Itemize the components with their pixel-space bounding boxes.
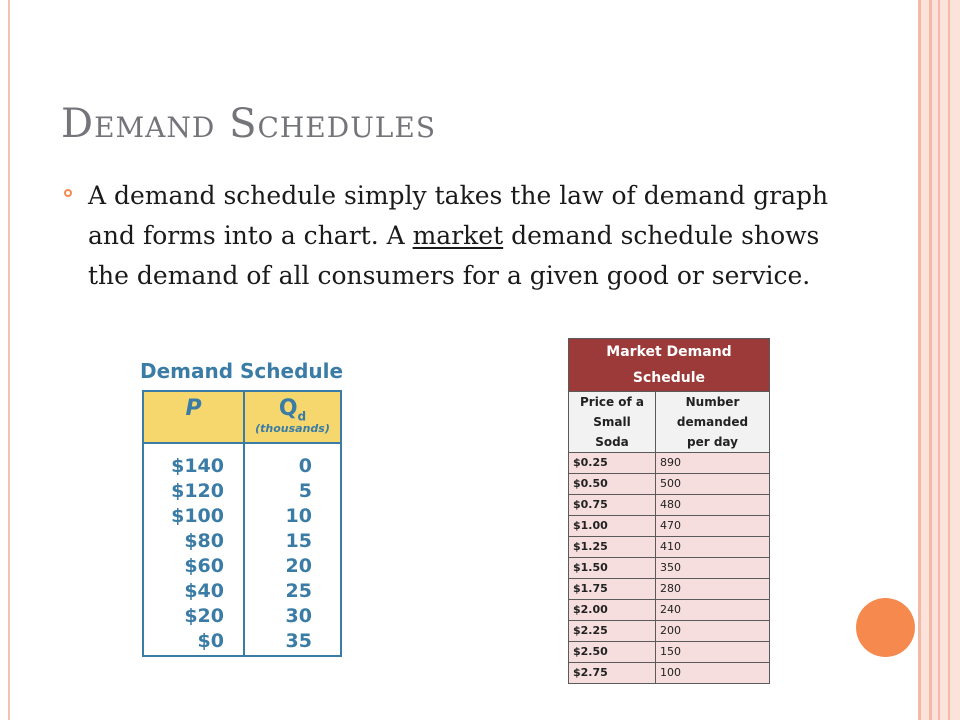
underlined-word: market <box>412 221 504 250</box>
decorative-stripe <box>938 0 940 720</box>
demand-schedule-table <box>142 390 342 657</box>
table-row <box>569 474 770 495</box>
quantity-cell: 35 <box>285 630 312 652</box>
table-row <box>569 558 770 579</box>
column-header-price-of-soda <box>569 392 656 453</box>
market-demand-table <box>568 338 770 684</box>
number-cell: 200 <box>656 621 770 642</box>
decorative-stripe <box>918 0 921 720</box>
price-cell: $0.25 <box>569 453 656 474</box>
number-cell: 240 <box>656 600 770 621</box>
number-cell: 350 <box>656 558 770 579</box>
price-cell: $140 <box>171 455 224 477</box>
number-cell: 500 <box>656 474 770 495</box>
slide-title: Demand Schedules <box>61 101 437 147</box>
header-line: per day <box>687 435 738 449</box>
number-cell: 890 <box>656 453 770 474</box>
decorative-orange-circle <box>856 598 915 657</box>
quantity-cell: 0 <box>298 455 312 477</box>
column-header-price: P <box>185 396 202 421</box>
quantity-cell: 10 <box>285 505 312 527</box>
number-cell: 470 <box>656 516 770 537</box>
table-row <box>569 579 770 600</box>
header-line: Small <box>593 415 631 429</box>
price-cell: $0.75 <box>569 495 656 516</box>
number-cell: 410 <box>656 537 770 558</box>
quantity-subscript: d <box>297 409 307 424</box>
price-cell: $0 <box>197 630 224 652</box>
price-cell: $20 <box>184 605 224 627</box>
left-frame-line <box>8 0 10 720</box>
column-header-number-demanded <box>656 392 770 453</box>
header-line: Price of a <box>580 395 644 409</box>
price-cell: $80 <box>184 530 224 552</box>
table-row <box>569 663 770 684</box>
table-row <box>569 642 770 663</box>
price-cell: $40 <box>184 580 224 602</box>
price-cell: $0.50 <box>569 474 656 495</box>
table-row <box>569 621 770 642</box>
number-cell: 100 <box>656 663 770 684</box>
column-header-quantity <box>245 396 340 423</box>
table-row <box>569 453 770 474</box>
demand-schedule-title: Demand Schedule <box>140 359 344 383</box>
table-row <box>569 600 770 621</box>
price-cell: $1.25 <box>569 537 656 558</box>
market-table-title <box>569 339 770 392</box>
price-cell: $2.00 <box>569 600 656 621</box>
quantity-cell: 30 <box>285 605 312 627</box>
body-text-part: A demand schedule simply takes the law of demand graph and forms into a chart. A <box>88 181 829 250</box>
bullet-icon <box>64 189 72 197</box>
price-cell: $2.75 <box>569 663 656 684</box>
market-table-body <box>569 453 770 684</box>
price-cell: $100 <box>171 505 224 527</box>
quantity-column <box>262 454 312 654</box>
price-cell: $1.00 <box>569 516 656 537</box>
column-header-unit: (thousands) <box>255 422 330 435</box>
market-title-line: Market Demand <box>606 344 732 360</box>
market-title-line: Schedule <box>632 370 706 386</box>
header-line: Soda <box>595 435 629 449</box>
number-cell: 280 <box>656 579 770 600</box>
price-cell: $120 <box>171 480 224 502</box>
header-line: Number <box>685 395 740 409</box>
table-row <box>569 516 770 537</box>
slide-body-text <box>88 176 838 296</box>
quantity-cell: 20 <box>285 555 312 577</box>
decorative-stripe <box>948 0 950 720</box>
decorative-stripe <box>929 0 932 720</box>
quantity-cell: 5 <box>298 480 312 502</box>
price-cell: $1.75 <box>569 579 656 600</box>
price-column <box>164 454 224 654</box>
quantity-cell: 15 <box>285 530 312 552</box>
price-cell: $2.25 <box>569 621 656 642</box>
number-cell: 480 <box>656 495 770 516</box>
quantity-symbol: Q <box>278 396 298 421</box>
table-row <box>569 537 770 558</box>
table-row <box>569 495 770 516</box>
quantity-cell: 25 <box>285 580 312 602</box>
price-cell: $2.50 <box>569 642 656 663</box>
price-cell: $60 <box>184 555 224 577</box>
header-line: demanded <box>676 415 749 429</box>
number-cell: 150 <box>656 642 770 663</box>
body-text-part: demand schedule shows the demand of all consumers for a given good or service. <box>88 221 820 290</box>
price-cell: $1.50 <box>569 558 656 579</box>
